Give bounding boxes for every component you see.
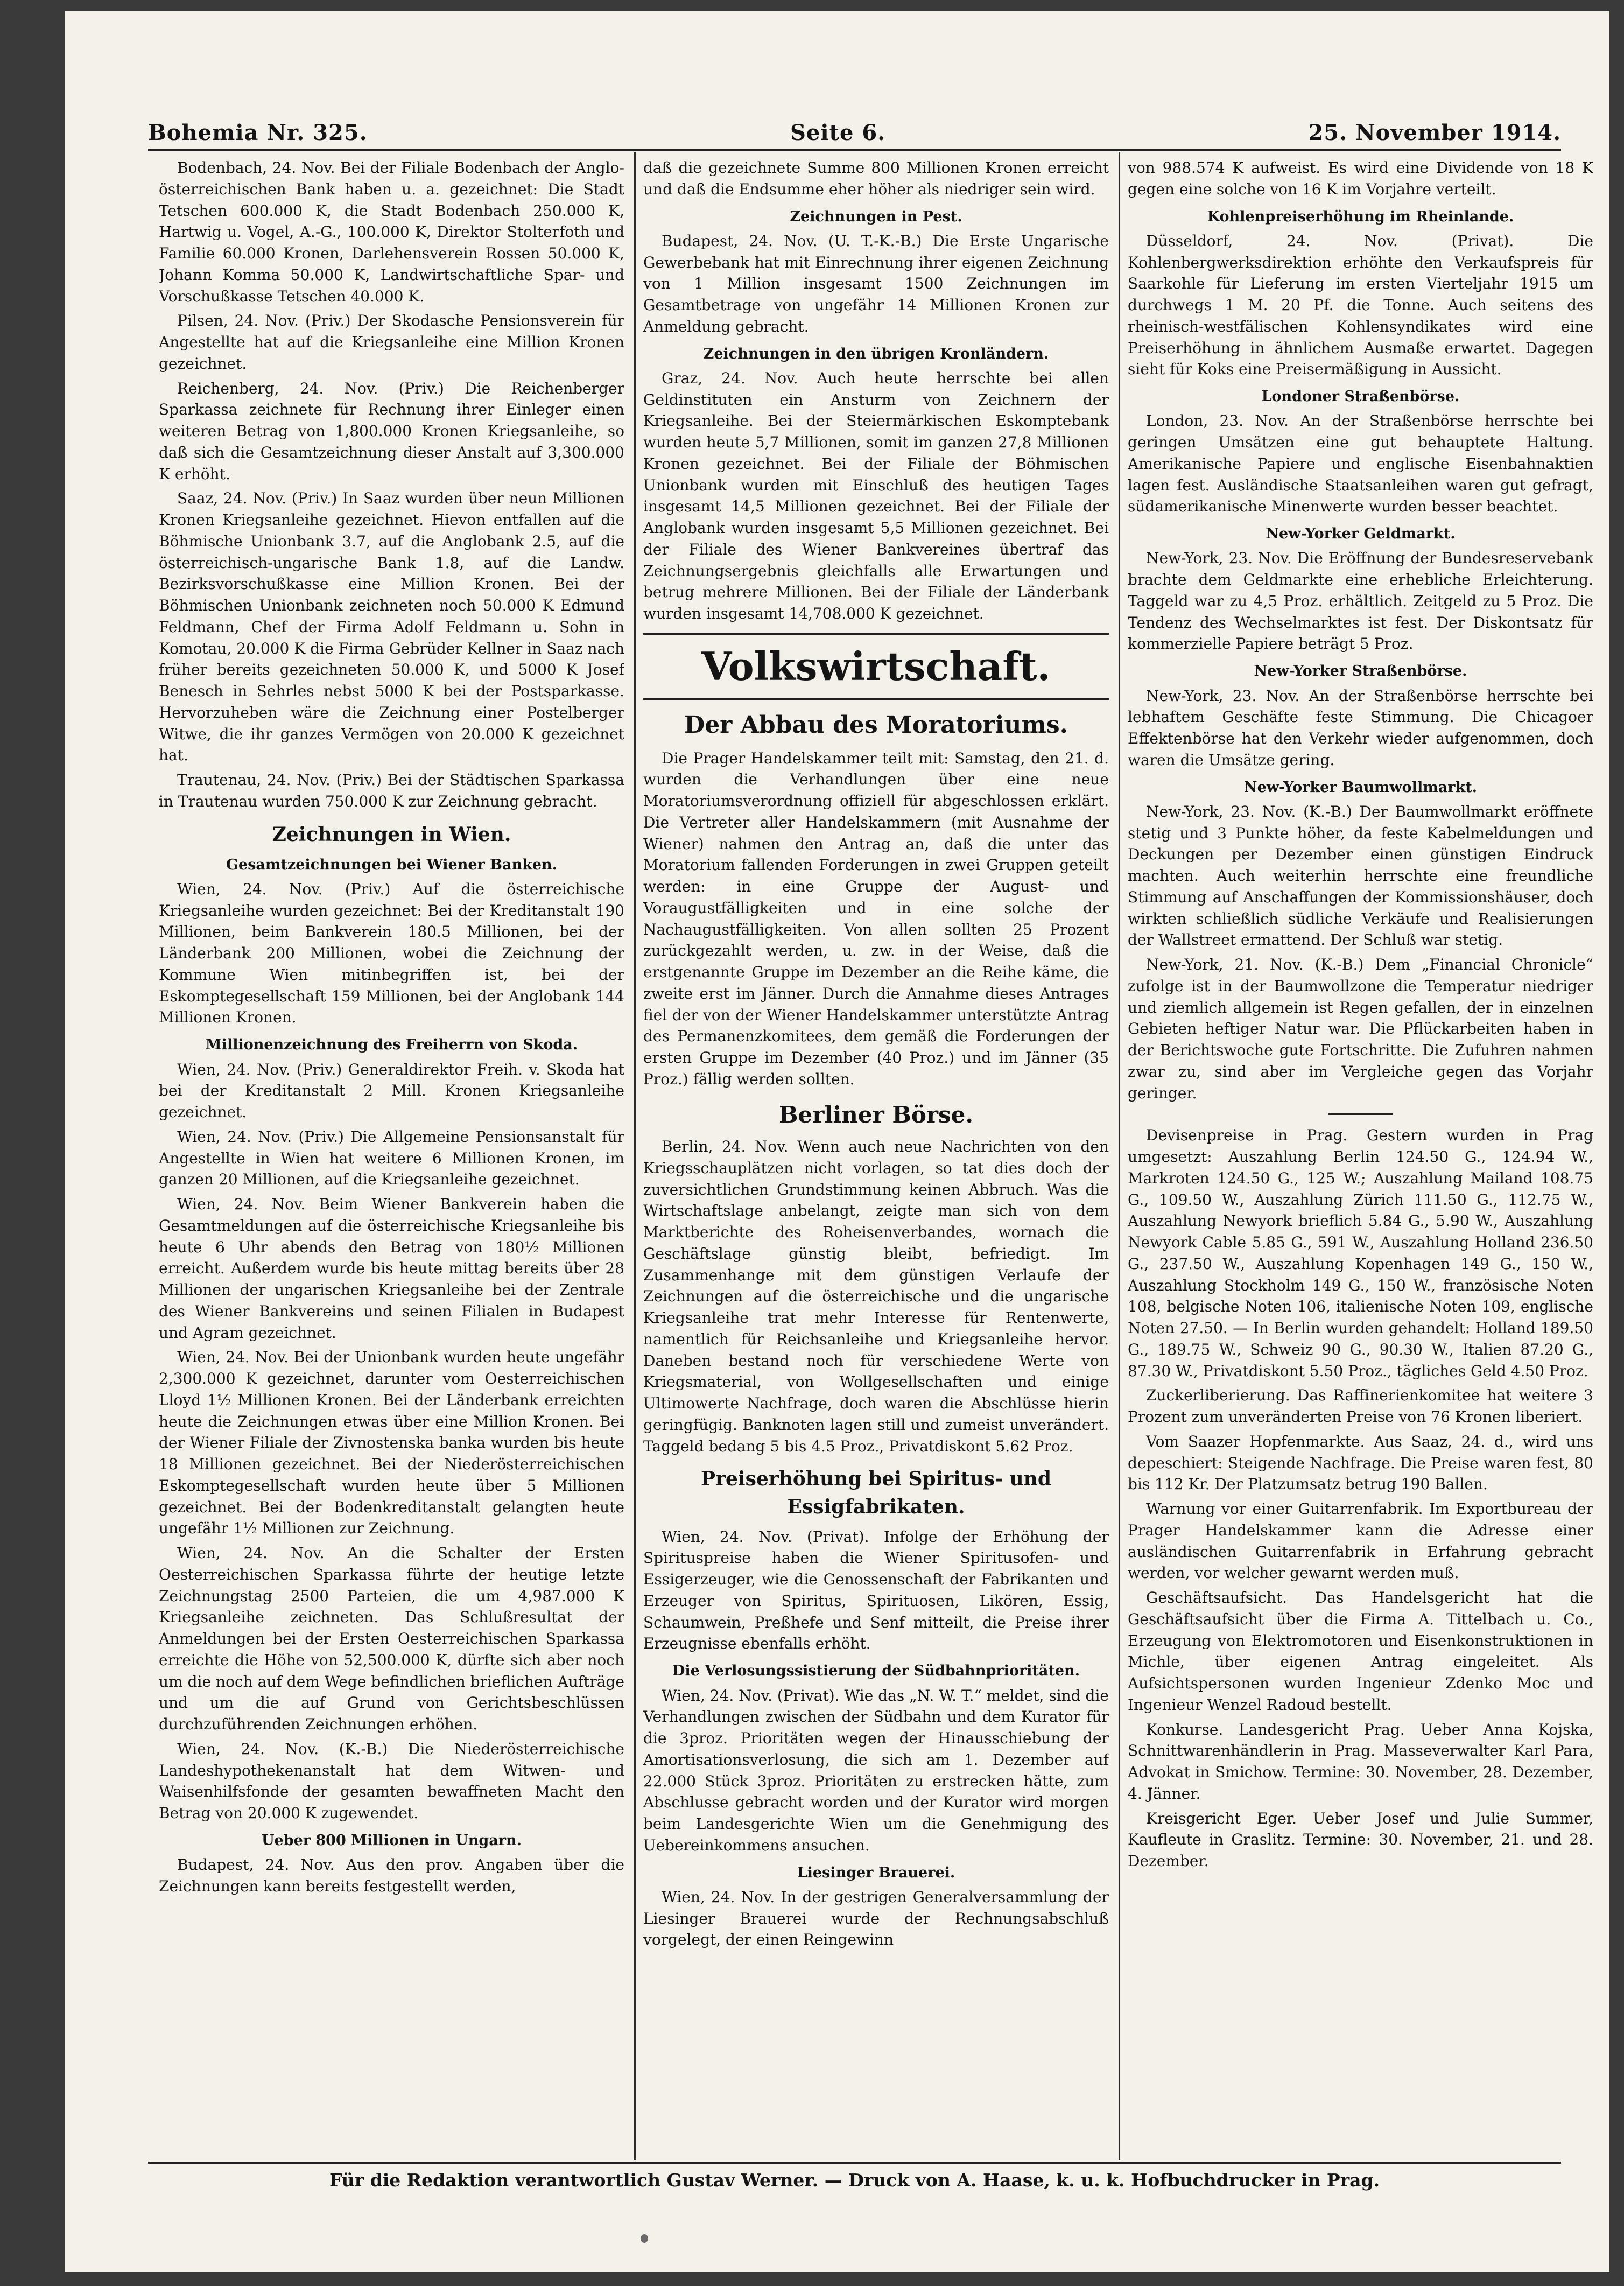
- paragraph: Die Prager Handelskammer teilt mit: Samstag, den 21. d. wurden die Verhandlungen über eine neue Moratoriumsverordnung offiziell für abgeschlossen erklärt. Die Vertreter aller Handelskammern (mit Ausnahme der Wiener) nahmen den Antrag an, daß die unter das Moratorium fallenden Forderungen in zwei Gruppen geteilt werden: in eine Gruppe der August- und Voraugustfälligkeiten und in eine solche der Nachaugustfälligkeiten. Von allen sollten 25 Prozent zurückgezahlt werden, u. zw. in der Weise, daß die erstgenannte Gruppe im Dezember an die Reihe käme, die zweite erst im Jänner. Durch die Annahme dieses Antrages fiel der von der Wiener Handelskammer unterstützte Antrag des Permanenzkomitees, dem gemäß die Forderungen der ersten Gruppe im Dezember (40 Proz.) und im Jänner (35 Proz.) fällig werden sollten.: [643, 749, 1109, 1088]
- paragraph: Wien, 24. Nov. In der gestrigen Generalversammlung der Liesinger Brauerei wurde der Rechnungsabschluß vorgelegt, der einen Reingewinn: [643, 1888, 1109, 1949]
- paragraph: Wien, 24. Nov. (Privat). Infolge der Erhöhung der Spirituspreise haben die Wiener Spiritusofen- und Essigerzeuger, wie die Genossenschaft der Fabrikanten und Erzeuger von Spiritus, Spirituosen, Likören, Essig, Schaumwein, Preßhefe und Senf mitteilt, die Preise ihrer Erzeugnisse ebenfalls erhöht.: [643, 1527, 1109, 1653]
- column-1: [159, 157, 624, 2155]
- paragraph: Konkurse. Landesgericht Prag. Ueber Anna Kojska, Schnittwarenhändlerin in Prag. Masseverwalter Karl Para, Advokat in Smichow. Termine: 30. November, 28. Dezember, 4. Jänner.: [1128, 1720, 1593, 1803]
- paragraph: Warnung vor einer Guitarrenfabrik. Im Exportbureau der Prager Handelskammer kann die Adresse einer ausländischen Guitarrenfabrik in Erfahrung gebracht werden, vor welcher gewarnt werden muß.: [1128, 1500, 1593, 1582]
- column-2: [643, 157, 1109, 2155]
- subheading: Kohlenpreiserhöhung im Rheinlande.: [1207, 208, 1514, 225]
- subheading: Ueber 800 Millionen in Ungarn.: [261, 1832, 522, 1849]
- short-rule: [1328, 1113, 1393, 1115]
- header-issue: Bohemia Nr. 325.: [148, 120, 368, 145]
- article-headline: Berliner Börse.: [779, 1101, 973, 1128]
- paragraph: Devisenpreise in Prag. Gestern wurden in Prag umgesetzt: Auszahlung Berlin 124.50 G., 124.94 W., Markroten 124.50 G., 125 W.; Auszahlung Mailand 108.75 G., 109.50 W., Auszahlung Zürich 111.50 G., 112.75 W., Auszahlung Newyork brieflich 5.84 G., 5.90 W., Auszahlung Newyork Cable 5.85 G., 591 W., Auszahlung Holland 236.50 G., 237.50 W., Auszahlung Kopenhagen 149 G., 150 W., Auszahlung Stockholm 149 G., 150 W., französische Noten 108, belgische Noten 106, italienische Noten 109, englische Noten 27.50. — In Berlin wurden gehandelt: Holland 189.50 G., 189.75 W., Schweiz 90 G., 90.30 W., Italien 87.20 G., 87.30 W., Privatdiskont 5.50 Proz., tägliches Geld 4.50 Proz.: [1128, 1126, 1593, 1380]
- paragraph: Wien, 24. Nov. Bei der Unionbank wurden heute ungefähr 2,300.000 K gezeichnet, darunter vom Oesterreichischen Lloyd 1½ Millionen Kronen. Bei der Länderbank erreichten heute die Zeichnungen etwas über eine Million Kronen. Bei der Wiener Filiale der Zivnostenska banka wurden bis heute 18 Millionen gezeichnet. Bei der Niederösterreichischen Eskomptegesellschaft wurden heute über 5 Millionen gezeichnet. Bei der Bodenkreditanstalt gelangten heute ungefähr 1½ Millionen zur Zeichnung.: [159, 1348, 624, 1538]
- subheading: New-Yorker Geldmarkt.: [1266, 525, 1456, 543]
- paragraph: Berlin, 24. Nov. Wenn auch neue Nachrichten von den Kriegsschauplätzen nicht vorlagen, so tat dies doch der zuversichtlichen Grundstimmung keinen Abbruch. Was die Wirtschaftslage anbelangt, zeigte man sich von dem Marktberichte des Roheisenverbandes, wornach die Geschäftslage günstig bleibt, befriedigt. Im Zusammenhange mit dem günstigen Verlaufe der Zeichnungen auf die österreichische und die ungarische Kriegsanleihe trat mehr Interesse für Rentenwerte, namentlich für Reichsanleihe und Kriegsanleihe hervor. Daneben bestand noch für verschiedene Werte von Kriegsmaterial, von Wollgesellschaften und einige Ultimowerte Nachfrage, doch waren die Abschlüsse hierin geringfügig. Banknoten lagen still und zumeist unverändert. Taggeld bedang 5 bis 4.5 Proz., Privatdiskont 5.62 Proz.: [643, 1138, 1109, 1455]
- footer-rule: [148, 2162, 1561, 2164]
- paragraph: Zuckerliberierung. Das Raffinerienkomitee hat weitere 3 Prozent zum unveränderten Preise von 76 Kronen liberiert.: [1128, 1386, 1593, 1426]
- paragraph: Kreisgericht Eger. Ueber Josef und Julie Summer, Kaufleute in Graslitz. Termine: 30. November, 21. und 28. Dezember.: [1128, 1809, 1593, 1870]
- section-title: Volkswirtschaft.: [643, 633, 1109, 700]
- paragraph: von 988.574 K aufweist. Es wird eine Dividende von 18 K gegen eine solche von 16 K im Vorjahre verteilt.: [1128, 159, 1593, 198]
- page-header: [148, 113, 1561, 145]
- column-divider-2: [1119, 152, 1120, 2160]
- paragraph: daß die gezeichnete Summe 800 Millionen Kronen erreicht und daß die Endsumme eher höher als niedriger sein wird.: [643, 159, 1109, 198]
- subheading: Gesamtzeichnungen bei Wiener Banken.: [226, 856, 558, 873]
- paragraph: Vom Saazer Hopfenmarkte. Aus Saaz, 24. d., wird uns depeschiert: Steigende Nachfrage. Die Preise waren fest, 80 bis 112 Kr. Der Platzumsatz betrug 190 Ballen.: [1128, 1432, 1593, 1493]
- paragraph: Wien, 24. Nov. (K.-B.) Die Niederösterreichische Landeshypothekenanstalt hat dem Witwen- und Waisenhilfsfonde der gesamten bewaffneten Macht den Betrag von 20.000 K zugewendet.: [159, 1740, 624, 1822]
- paragraph: Budapest, 24. Nov. (U. T.-K.-B.) Die Erste Ungarische Gewerbebank hat mit Einrechnung ihrer eigenen Zeichnung von 1 Million insgesamt 1500 Zeichnungen im Gesamtbetrage von ungefähr 14 Millionen Kronen zur Anmeldung gebracht.: [643, 232, 1109, 335]
- paragraph: Geschäftsaufsicht. Das Handelsgericht hat die Geschäftsaufsicht über die Firma A. Tittelbach u. Co., Erzeugung von Elektromotoren und Eisenkonstruktionen in Michle, über eigenen Antrag eingeleitet. Als Aufsichtspersonen wurden Ingenieur Zdenko Moc und Ingenieur Wenzel Radoud bestellt.: [1128, 1589, 1593, 1714]
- column-divider-1: [634, 152, 636, 2160]
- paragraph: Wien, 24. Nov. An die Schalter der Ersten Oesterreichischen Sparkassa führte der heutige letzte Zeichnungstag 2500 Parteien, die um 4,987.000 K Kriegsanleihe zeichneten. Das Schlußresultat der Anmeldungen bei der Ersten Oesterreichischen Sparkassa erreichte die Höhe von 52,500.000 K, dürfte sich aber noch um die noch auf dem Wege befindlichen brieflichen Aufträge und um die auf Grund von Gerichtsbeschlüssen durchzuführenden Zeichnungen erhöhen.: [159, 1544, 624, 1734]
- paragraph: Reichenberg, 24. Nov. (Priv.) Die Reichenberger Sparkassa zeichnete für Rechnung ihrer Einleger einen weiteren Betrag von 1,800.000 Kronen Kriegsanleihe, so daß sich die Gesamtzeichnung dieser Anstalt auf 3,300.000 K erhöht.: [159, 379, 624, 483]
- imprint-footer: Für die Redaktion verantwortlich Gustav Werner. — Druck von A. Haase, k. u. k. Hofbuchdrucker in Prag.: [329, 2170, 1380, 2191]
- paragraph: New-York, 21. Nov. (K.-B.) Dem „Financial Chronicle“ zufolge ist in der Baumwollzone die Temperatur niedriger und ziemlich allgemein ist Regen gefallen, der in einzelnen Gebieten heftiger Natur war. Die Pflückarbeiten haben in der Berichtswoche gute Fortschritte. Die Zufuhren nahmen zwar zu, sind aber im Vergleiche gegen das Vorjahr geringer.: [1128, 956, 1593, 1102]
- subheading: Zeichnungen in den übrigen Kronländern.: [703, 345, 1049, 362]
- column-3: [1128, 157, 1593, 2155]
- article-headline: Zeichnungen in Wien.: [272, 823, 511, 846]
- paragraph: Düsseldorf, 24. Nov. (Privat). Die Kohlenbergwerksdirektion erhöhte den Verkaufspreis für Saarkohle für Lieferung im ersten Vierteljahr 1915 um durchwegs 1 M. 20 Pf. die Tonne. Auch seitens des rheinisch-westfälischen Kohlensyndikates wird eine Preiserhöhung in ähnlichem Ausmaße erwartet. Dagegen sieht für Koks eine Preisermäßigung in Aussicht.: [1128, 232, 1593, 378]
- paragraph: Wien, 24. Nov. (Privat). Wie das „N. W. T.“ meldet, sind die Verhandlungen zwischen der Südbahn und dem Kurator für die 3proz. Prioritäten wegen der Hinausschiebung der Amortisationsverlosung, die sich am 1. Dezember auf 22.000 Stück 3proz. Prioritäten zu erstrecken hätte, zum Abschlusse gebracht worden und der Kurator wird morgen beim Landesgerichte Wien um die Genehmigung des Uebereinkommens ansuchen.: [643, 1686, 1109, 1854]
- paragraph: Pilsen, 24. Nov. (Priv.) Der Skodasche Pensionsverein für Angestellte hat auf die Kriegsanleihe eine Million Kronen gezeichnet.: [159, 312, 624, 373]
- header-rule: [148, 149, 1561, 151]
- subheading: Die Verlosungssistierung der Südbahnprioritäten.: [672, 1663, 1080, 1680]
- subheading: Liesinger Brauerei.: [797, 1864, 955, 1881]
- paragraph: New-York, 23. Nov. (K.-B.) Der Baumwollmarkt eröffnete stetig und 3 Punkte höher, da feste Kabelmeldungen und Deckungen per Dezember einen günstigen Eindruck machten. Auch weiterhin herrschte eine freundliche Stimmung auf Anschaffungen der Kommissionshäuser, doch wirkten schließlich südliche Verkäufe und Realisierungen der Wallstreet ermattend. Der Schluß war stetig.: [1128, 802, 1593, 949]
- paragraph: Wien, 24. Nov. Beim Wiener Bankverein haben die Gesamtmeldungen auf die österreichische Kriegsanleihe bis heute 6 Uhr abends den Betrag von 180½ Millionen erreicht. Außerdem wurde bis heute mittag bereits über 28 Millionen der ungarischen Kriegsanleihe bei der Zentrale des Wiener Bankvereins und seinen Filialen in Budapest und Agram gezeichnet.: [159, 1195, 624, 1342]
- paragraph: Trautenau, 24. Nov. (Priv.) Bei der Städtischen Sparkassa in Trautenau wurden 750.000 K zur Zeichnung gebracht.: [159, 771, 624, 810]
- header-page-number: Seite 6.: [790, 120, 886, 145]
- subheading: Londoner Straßenbörse.: [1261, 388, 1460, 405]
- subheading: Millionenzeichnung des Freiherrn von Skoda.: [205, 1036, 578, 1054]
- subheading: New-Yorker Baumwollmarkt.: [1243, 779, 1478, 796]
- paragraph: Wien, 24. Nov. (Priv.) Die Allgemeine Pensionsanstalt für Angestellte in Wien hat weitere 6 Millionen Kronen, im ganzen 20 Millionen, auf die Kriegsanleihe gezeichnet.: [159, 1127, 624, 1189]
- subheading: Zeichnungen in Pest.: [790, 208, 962, 225]
- paragraph: London, 23. Nov. An der Straßenbörse herrschte bei geringen Umsätzen eine gut behauptete Haltung. Amerikanische Papiere und englische Eisenbahnaktien lagen fest. Ausländische Staatsanleihen waren gut gefragt, südamerikanische Minenwerte wurden besser beachtet.: [1128, 412, 1593, 516]
- paragraph: New-York, 23. Nov. Die Eröffnung der Bundesreservebank brachte dem Geldmarkte eine erhebliche Erleichterung. Taggeld war zu 4,5 Proz. erhältlich. Zeitgeld zu 5 Proz. Die Tendenz des Wechselmarktes ist fest. Der Diskontsatz für kommerzielle Papiere beträgt 5 Proz.: [1128, 549, 1593, 653]
- paragraph: Graz, 24. Nov. Auch heute herrschte bei allen Geldinstituten ein Ansturm von Zeichnern der Kriegsanleihe. Bei der Steiermärkischen Eskomptebank wurden heute 5,7 Millionen, somit im ganzen 27,8 Millionen Kronen gezeichnet. Bei der Filiale der Böhmischen Unionbank wurden mit Einschluß des heutigen Tages insgesamt 14,5 Millionen gezeichnet. Bei der Filiale der Anglobank wurden insgesamt 5,5 Millionen gezeichnet. Bei der Filiale des Wiener Bankvereines übertraf das Zeichnungsergebnis gleichfalls alle Erwartungen und betrug mehrere Millionen. Bei der Filiale der Länderbank wurden insgesamt 14,708.000 K gezeichnet.: [643, 369, 1109, 623]
- newspaper-page: [65, 11, 1609, 2272]
- paragraph: Saaz, 24. Nov. (Priv.) In Saaz wurden über neun Millionen Kronen Kriegsanleihe gezeichnet. Hievon entfallen auf die Böhmische Unionbank 3.7, auf die Anglobank 2.5, auf die österreichisch-ungarische Bank 1.8, auf die Landw. Bezirksvorschußkasse eine Million Kronen. Bei der Böhmischen Unionbank zeichneten noch 50.000 K Edmund Feldmann, Chef der Firma Adolf Feldmann u. Sohn in Komotau, 20.000 K die Firma Gebrüder Kellner in Saaz nach früher bereits gezeichneten 50.000 K, und 5000 K Josef Benesch in Sehrles nebst 5000 K bei der Postsparkasse. Hervorzuheben wäre die Zeichnung einer Postelberger Witwe, die ihr ganzes Vermögen von 20.000 K gezeichnet hat.: [159, 489, 624, 765]
- paragraph: Wien, 24. Nov. (Priv.) Auf die österreichische Kriegsanleihe wurden gezeichnet: Bei der Kreditanstalt 190 Millionen, beim Bankverein 180.5 Millionen, bei der Länderbank 200 Millionen, wobei die Zeichnung der Kommune Wien mitinbegriffen ist, bei der Eskomptegesellschaft 159 Millionen, bei der Anglobank 144 Millionen Kronen.: [159, 880, 624, 1027]
- paragraph: Budapest, 24. Nov. Aus den prov. Angaben über die Zeichnungen kann bereits festgestellt werden,: [159, 1856, 624, 1895]
- paragraph: Wien, 24. Nov. (Priv.) Generaldirektor Freih. v. Skoda hat bei der Kreditanstalt 2 Mill. Kronen Kriegsanleihe gezeichnet.: [159, 1060, 624, 1121]
- subheading: New-Yorker Straßenbörse.: [1254, 663, 1467, 680]
- scan-speck: [641, 2234, 648, 2243]
- paragraph: Bodenbach, 24. Nov. Bei der Filiale Bodenbach der Anglo-österreichischen Bank haben u. a. gezeichnet: Die Stadt Tetschen 600.000 K, die Stadt Bodenbach 250.000 K, Hartwig u. Vogel, A.-G., 100.000 K, Direktor Stolterfoth und Familie 60.000 Kronen, Darlehensverein Rossen 50.000 K, Johann Komma 50.000 K, Landwirtschaftliche Spar- und Vorschußkasse Tetschen 40.000 K.: [159, 159, 624, 305]
- article-headline: Der Abbau des Moratoriums.: [684, 711, 1068, 739]
- article-headline: Preiserhöhung bei Spiritus- und Essigfabrikaten.: [700, 1468, 1051, 1518]
- header-date: 25. November 1914.: [1308, 120, 1561, 145]
- paragraph: New-York, 23. Nov. An der Straßenbörse herrschte bei lebhaftem Geschäfte feste Stimmung. Die Chicagoer Effektenbörse hat den Verkehr wieder aufgenommen, doch waren die Umsätze gering.: [1128, 686, 1593, 769]
